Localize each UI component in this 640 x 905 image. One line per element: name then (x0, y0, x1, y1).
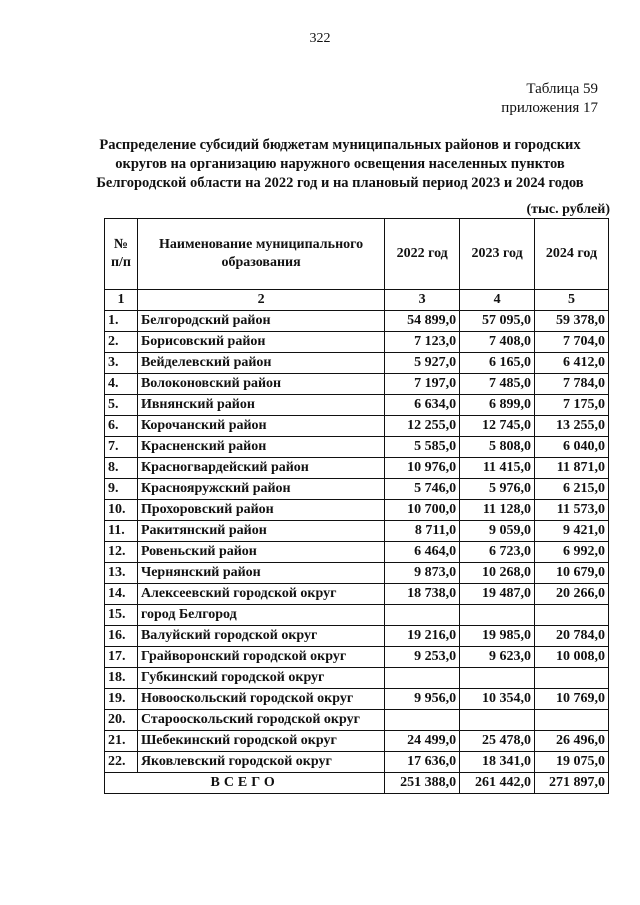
header-number (105, 219, 138, 290)
row-name: Яковлевский городской округ (137, 752, 384, 773)
row-value-2024: 10 769,0 (535, 689, 609, 710)
row-number: 11. (105, 521, 138, 542)
row-value-2024: 11 573,0 (535, 500, 609, 521)
row-value-2023: 7 408,0 (460, 332, 535, 353)
row-value-2022 (385, 668, 460, 689)
table-row (105, 689, 609, 710)
table-reference-line: Таблица 59 (526, 81, 598, 97)
row-name: Краснояружский район (137, 479, 384, 500)
row-number: 18. (105, 668, 138, 689)
header-name-line: образования (221, 255, 301, 270)
subsidy-table (104, 218, 609, 794)
row-value-2024: 6 040,0 (535, 437, 609, 458)
row-value-2023: 11 128,0 (460, 500, 535, 521)
row-value-2022: 12 255,0 (385, 416, 460, 437)
row-value-2024: 7 704,0 (535, 332, 609, 353)
document-title (60, 136, 620, 193)
row-value-2024: 20 784,0 (535, 626, 609, 647)
document-title-line: округов на организацию наружного освещения населенных пунктов (115, 156, 565, 172)
row-name: Старооскольский городской округ (137, 710, 384, 731)
row-value-2022: 10 976,0 (385, 458, 460, 479)
row-number: 15. (105, 605, 138, 626)
column-number: 4 (460, 290, 535, 311)
row-number: 13. (105, 563, 138, 584)
table-row (105, 353, 609, 374)
table-row (105, 500, 609, 521)
row-value-2022: 9 873,0 (385, 563, 460, 584)
table-reference (501, 80, 598, 118)
row-number: 12. (105, 542, 138, 563)
total-2024: 271 897,0 (535, 773, 609, 794)
table-row (105, 605, 609, 626)
row-name: Белгородский район (137, 311, 384, 332)
table-row (105, 395, 609, 416)
row-value-2022 (385, 605, 460, 626)
row-value-2022: 9 253,0 (385, 647, 460, 668)
row-value-2023: 10 268,0 (460, 563, 535, 584)
row-number: 1. (105, 311, 138, 332)
table-row (105, 416, 609, 437)
header-name (137, 219, 384, 290)
row-value-2024: 11 871,0 (535, 458, 609, 479)
row-value-2022: 18 738,0 (385, 584, 460, 605)
row-value-2022: 7 197,0 (385, 374, 460, 395)
row-name: Корочанский район (137, 416, 384, 437)
total-2022: 251 388,0 (385, 773, 460, 794)
row-name: Чернянский район (137, 563, 384, 584)
row-name: Новооскольский городской округ (137, 689, 384, 710)
row-value-2022: 10 700,0 (385, 500, 460, 521)
column-number: 5 (535, 290, 609, 311)
table-row (105, 626, 609, 647)
table-row (105, 668, 609, 689)
row-value-2023: 6 899,0 (460, 395, 535, 416)
row-number: 20. (105, 710, 138, 731)
row-value-2023: 19 985,0 (460, 626, 535, 647)
table-row (105, 479, 609, 500)
table-row (105, 710, 609, 731)
row-number: 3. (105, 353, 138, 374)
row-value-2024: 19 075,0 (535, 752, 609, 773)
row-value-2023: 7 485,0 (460, 374, 535, 395)
row-number: 14. (105, 584, 138, 605)
total-2023: 261 442,0 (460, 773, 535, 794)
row-number: 17. (105, 647, 138, 668)
row-value-2022: 5 585,0 (385, 437, 460, 458)
table-row (105, 563, 609, 584)
row-value-2022: 5 746,0 (385, 479, 460, 500)
header-2024: 2024 год (535, 219, 609, 290)
row-number: 2. (105, 332, 138, 353)
row-value-2022: 6 464,0 (385, 542, 460, 563)
row-value-2024: 10 679,0 (535, 563, 609, 584)
row-value-2022: 6 634,0 (385, 395, 460, 416)
row-value-2023: 9 623,0 (460, 647, 535, 668)
header-2022: 2022 год (385, 219, 460, 290)
row-value-2024: 59 378,0 (535, 311, 609, 332)
row-value-2024: 7 175,0 (535, 395, 609, 416)
row-value-2023: 11 415,0 (460, 458, 535, 479)
row-value-2024: 13 255,0 (535, 416, 609, 437)
row-value-2023 (460, 668, 535, 689)
column-number: 3 (385, 290, 460, 311)
row-value-2024: 10 008,0 (535, 647, 609, 668)
row-number: 6. (105, 416, 138, 437)
row-name: Красногвардейский район (137, 458, 384, 479)
row-value-2022: 7 123,0 (385, 332, 460, 353)
row-name: Вейделевский район (137, 353, 384, 374)
row-value-2024: 6 215,0 (535, 479, 609, 500)
row-value-2024 (535, 668, 609, 689)
table-row (105, 647, 609, 668)
row-value-2023: 5 976,0 (460, 479, 535, 500)
row-value-2024: 7 784,0 (535, 374, 609, 395)
row-value-2024: 6 992,0 (535, 542, 609, 563)
row-number: 8. (105, 458, 138, 479)
row-value-2024 (535, 710, 609, 731)
row-number: 21. (105, 731, 138, 752)
column-numbers-row (105, 290, 609, 311)
row-name: Валуйский городской округ (137, 626, 384, 647)
table-row (105, 542, 609, 563)
header-number-line: п/п (110, 255, 131, 270)
total-row (105, 773, 609, 794)
header-name-line: Наименование муниципального (158, 237, 364, 252)
row-number: 7. (105, 437, 138, 458)
row-value-2024 (535, 605, 609, 626)
table-row (105, 311, 609, 332)
row-value-2023: 57 095,0 (460, 311, 535, 332)
row-value-2023: 10 354,0 (460, 689, 535, 710)
row-name: Волоконовский район (137, 374, 384, 395)
row-number: 16. (105, 626, 138, 647)
table-row (105, 521, 609, 542)
table-row (105, 332, 609, 353)
row-value-2022: 17 636,0 (385, 752, 460, 773)
total-label: ВСЕГО (105, 773, 385, 794)
row-name: Шебекинский городской округ (137, 731, 384, 752)
row-value-2022: 8 711,0 (385, 521, 460, 542)
row-value-2023: 12 745,0 (460, 416, 535, 437)
row-number: 9. (105, 479, 138, 500)
row-value-2023: 6 723,0 (460, 542, 535, 563)
row-value-2023: 19 487,0 (460, 584, 535, 605)
row-number: 5. (105, 395, 138, 416)
row-value-2024: 6 412,0 (535, 353, 609, 374)
table-row (105, 458, 609, 479)
table-reference-line: приложения 17 (501, 100, 598, 116)
row-name: город Белгород (137, 605, 384, 626)
row-value-2022: 9 956,0 (385, 689, 460, 710)
row-value-2024: 9 421,0 (535, 521, 609, 542)
document-title-line: Распределение субсидий бюджетам муниципальных районов и городских (99, 137, 581, 153)
row-value-2022 (385, 710, 460, 731)
row-value-2023: 18 341,0 (460, 752, 535, 773)
table-row (105, 731, 609, 752)
row-name: Ивнянский район (137, 395, 384, 416)
row-name: Борисовский район (137, 332, 384, 353)
page-number: 322 (309, 31, 331, 46)
row-value-2023: 6 165,0 (460, 353, 535, 374)
row-name: Красненский район (137, 437, 384, 458)
units-label: (тыс. рублей) (526, 202, 610, 217)
table-row (105, 584, 609, 605)
row-number: 10. (105, 500, 138, 521)
row-name: Алексеевский городской округ (137, 584, 384, 605)
column-number: 1 (105, 290, 138, 311)
row-name: Прохоровский район (137, 500, 384, 521)
row-value-2022: 19 216,0 (385, 626, 460, 647)
row-value-2023: 9 059,0 (460, 521, 535, 542)
row-value-2023 (460, 710, 535, 731)
row-name: Ровеньский район (137, 542, 384, 563)
row-value-2024: 26 496,0 (535, 731, 609, 752)
row-number: 22. (105, 752, 138, 773)
table-row (105, 752, 609, 773)
header-2023: 2023 год (460, 219, 535, 290)
header-number-line: № (113, 237, 128, 252)
row-value-2022: 24 499,0 (385, 731, 460, 752)
row-name: Ракитянский район (137, 521, 384, 542)
row-value-2024: 20 266,0 (535, 584, 609, 605)
column-number: 2 (137, 290, 384, 311)
row-value-2023: 5 808,0 (460, 437, 535, 458)
row-value-2022: 54 899,0 (385, 311, 460, 332)
row-name: Губкинский городской округ (137, 668, 384, 689)
row-number: 4. (105, 374, 138, 395)
table-row (105, 437, 609, 458)
document-title-line: Белгородской области на 2022 год и на плановый период 2023 и 2024 годов (96, 175, 584, 191)
table-header-row (105, 219, 609, 290)
row-value-2022: 5 927,0 (385, 353, 460, 374)
table-row (105, 374, 609, 395)
row-number: 19. (105, 689, 138, 710)
row-value-2023 (460, 605, 535, 626)
row-value-2023: 25 478,0 (460, 731, 535, 752)
row-name: Грайворонский городской округ (137, 647, 384, 668)
